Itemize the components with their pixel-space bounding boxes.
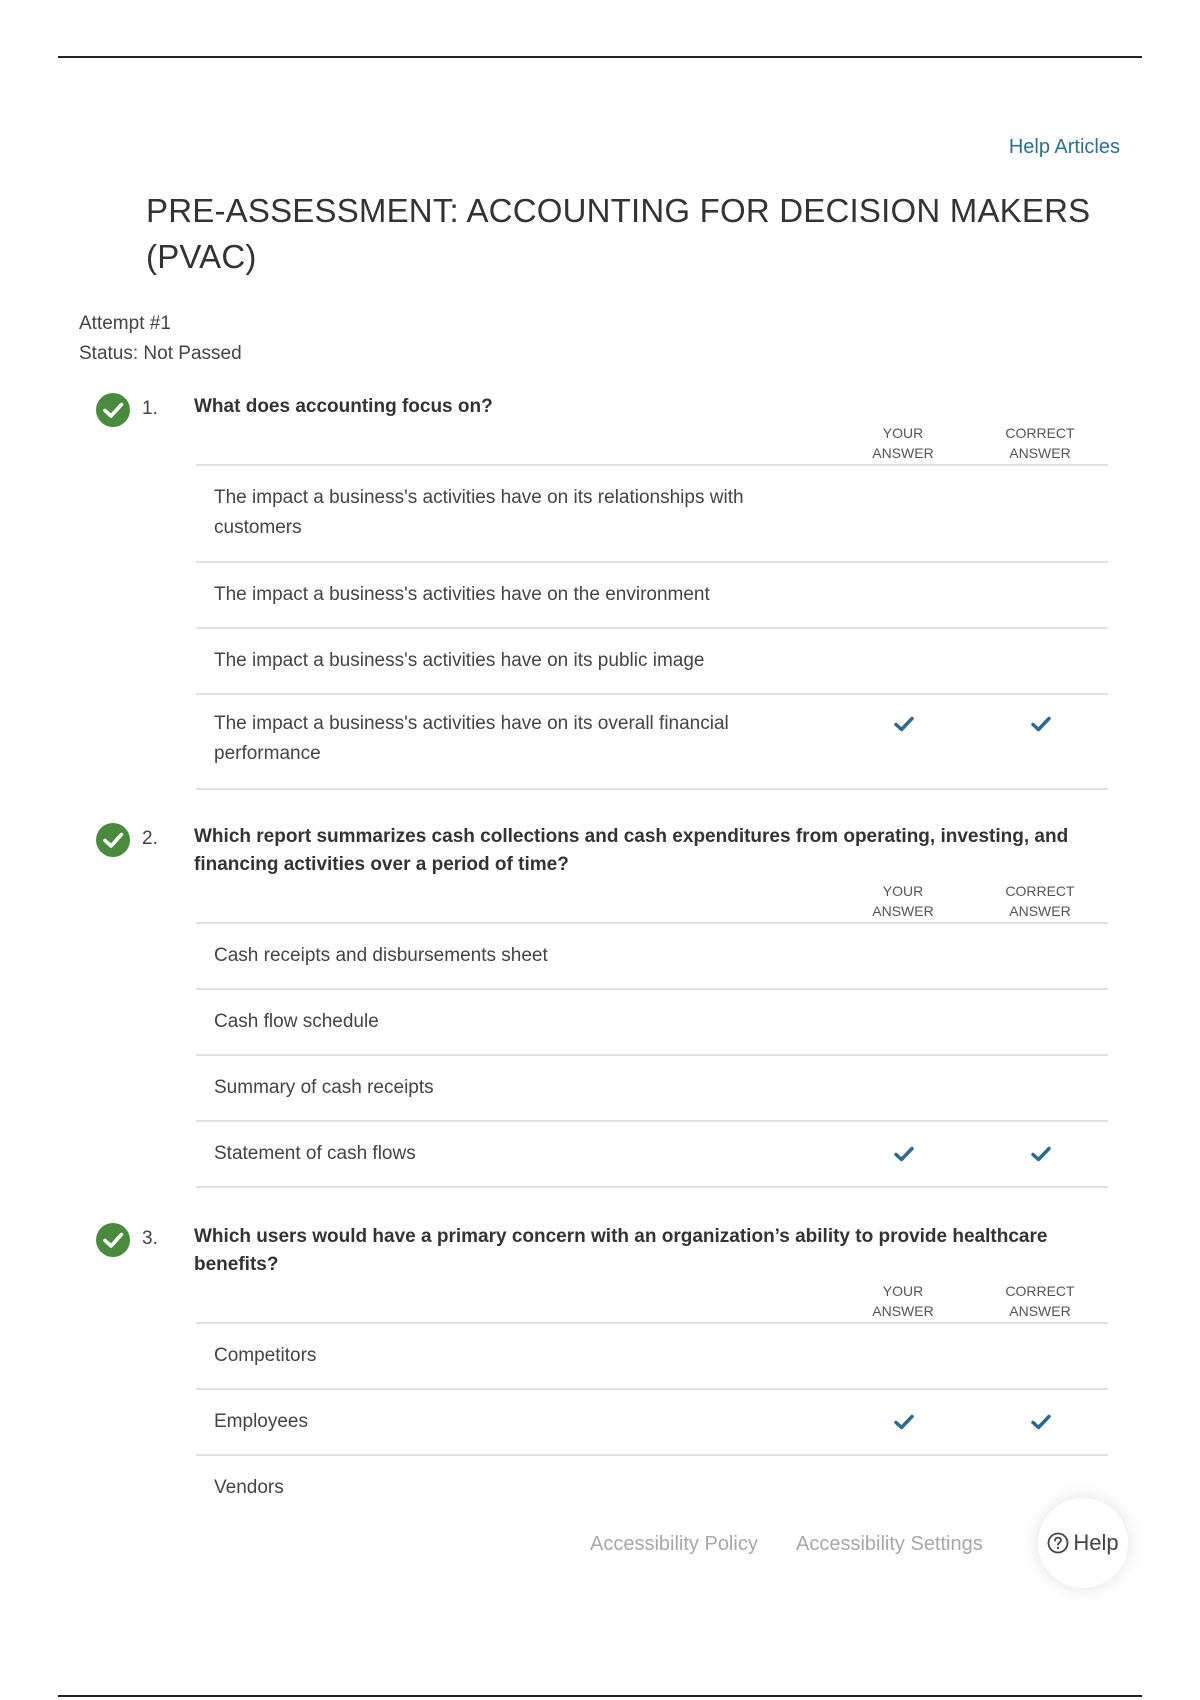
attempt-status: Status: Not Passed [79,343,242,364]
answer-option [196,466,1108,563]
answer-text: The impact a business's activities have on its public image [214,650,705,671]
your-answer-header: YOUR ANSWER [872,883,934,919]
correct-answer-check-icon [1030,1413,1052,1431]
answer-text: Employees [214,1411,308,1432]
answer-text: The impact a business's activities have on its overall financial performance [214,713,729,764]
answer-options [196,1322,1108,1520]
your-answer-header: YOUR ANSWER [872,1283,934,1319]
check-circle-icon [96,393,130,427]
question-circle-icon [1047,1532,1069,1554]
question-number: 1. [142,398,158,419]
page-title: PRE-ASSESSMENT: ACCOUNTING FOR DECISION MAKERS (PVAC) [146,192,1091,275]
bottom-rule [58,1695,1142,1697]
answer-option [196,990,1108,1056]
question-number: 3. [142,1228,158,1249]
correct-answer-check-icon [1030,715,1052,733]
answer-text: Cash flow schedule [214,1011,379,1032]
top-rule [58,56,1142,58]
answer-text: Vendors [214,1477,284,1498]
correct-answer-check-icon [1030,1145,1052,1163]
answer-option [196,695,1108,790]
your-answer-check-icon [893,1145,915,1163]
answer-text: The impact a business's activities have on its relationships with customers [214,487,744,538]
attempt-number: Attempt #1 [79,313,171,334]
correct-answer-header: CORRECT ANSWER [1005,1283,1075,1319]
your-answer-header: YOUR ANSWER [872,425,934,461]
answer-option [196,924,1108,990]
question-text: Which users would have a primary concern with an organization’s ability to provide healthcare benefits? [194,1226,1048,1275]
answer-text: Competitors [214,1345,317,1366]
accessibility-settings-link[interactable]: Accessibility Settings [796,1533,983,1555]
answer-option [196,1056,1108,1122]
help-button-label: Help [1073,1530,1119,1555]
answer-text: Statement of cash flows [214,1143,416,1164]
question-text: What does accounting focus on? [194,396,493,417]
answer-options [196,922,1108,1188]
answer-text: Cash receipts and disbursements sheet [214,945,548,966]
correct-answer-header: CORRECT ANSWER [1005,883,1075,919]
answer-option [196,1122,1108,1188]
accessibility-policy-link[interactable]: Accessibility Policy [590,1533,758,1555]
answer-option [196,1324,1108,1390]
answer-option [196,629,1108,695]
help-articles-link[interactable]: Help Articles [1008,136,1120,158]
correct-answer-header: CORRECT ANSWER [1005,425,1075,461]
answer-option [196,563,1108,629]
check-circle-icon [96,823,130,857]
help-button[interactable] [1038,1498,1128,1588]
answer-text: The impact a business's activities have on the environment [214,584,710,605]
question-text: Which report summarizes cash collections and cash expenditures from operating, investing, and financing activities over a period of time? [194,826,1069,875]
attempt-info [79,309,242,369]
your-answer-check-icon [893,715,915,733]
answer-option [196,1456,1108,1520]
answer-text: Summary of cash receipts [214,1077,434,1098]
question-number: 2. [142,828,158,849]
your-answer-check-icon [893,1413,915,1431]
check-circle-icon [96,1223,130,1257]
answer-option [196,1390,1108,1456]
answer-options [196,464,1108,790]
